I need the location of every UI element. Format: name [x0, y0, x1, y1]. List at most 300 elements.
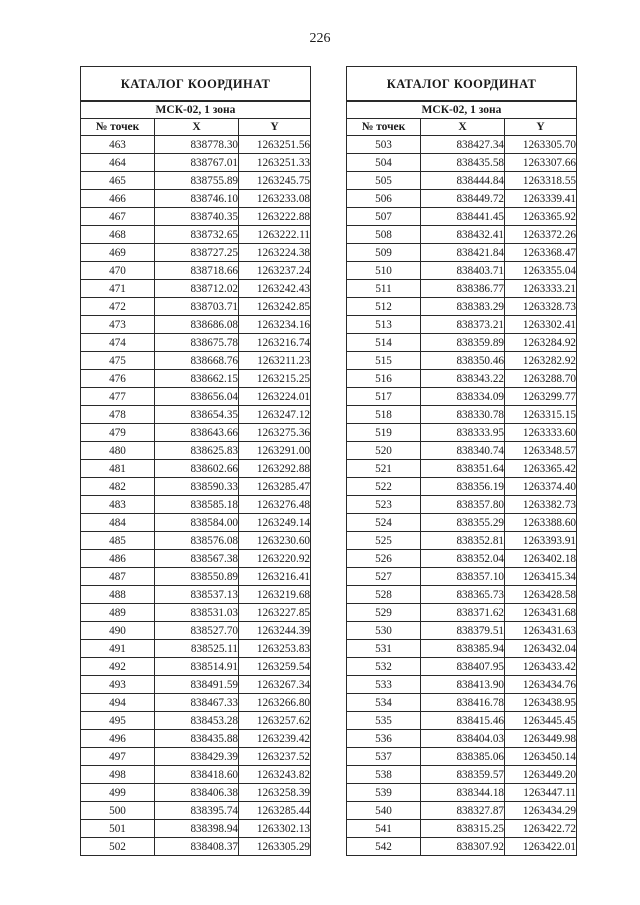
y-coordinate-cell: 1263431.63: [505, 622, 577, 640]
table-row: [81, 838, 311, 856]
table-row: [81, 172, 311, 190]
y-coordinate-cell: 1263222.11: [239, 226, 311, 244]
y-coordinate-cell: 1263291.00: [239, 442, 311, 460]
y-coordinate-cell: 1263388.60: [505, 514, 577, 532]
x-coordinate-cell: 838351.64: [421, 460, 505, 478]
x-coordinate-cell: 838656.04: [155, 388, 239, 406]
x-coordinate-cell: 838668.76: [155, 352, 239, 370]
point-number-cell: 497: [81, 748, 155, 766]
point-number-cell: 511: [347, 280, 421, 298]
point-number-cell: 468: [81, 226, 155, 244]
y-coordinate-cell: 1263284.92: [505, 334, 577, 352]
table-row: [347, 478, 577, 496]
point-number-cell: 469: [81, 244, 155, 262]
table-row: [81, 280, 311, 298]
y-coordinate-cell: 1263266.80: [239, 694, 311, 712]
x-coordinate-cell: 838398.94: [155, 820, 239, 838]
y-coordinate-cell: 1263368.47: [505, 244, 577, 262]
y-coordinate-cell: 1263302.41: [505, 316, 577, 334]
y-coordinate-cell: 1263243.82: [239, 766, 311, 784]
y-coordinate-cell: 1263222.88: [239, 208, 311, 226]
point-number-cell: 514: [347, 334, 421, 352]
y-coordinate-cell: 1263282.92: [505, 352, 577, 370]
y-coordinate-cell: 1263449.98: [505, 730, 577, 748]
x-coordinate-cell: 838675.78: [155, 334, 239, 352]
point-number-cell: 539: [347, 784, 421, 802]
x-coordinate-cell: 838356.19: [421, 478, 505, 496]
point-number-cell: 498: [81, 766, 155, 784]
point-number-cell: 482: [81, 478, 155, 496]
table-row: [347, 262, 577, 280]
coordinate-catalog-table-right: [346, 66, 577, 856]
y-coordinate-cell: 1263239.42: [239, 730, 311, 748]
point-number-cell: 464: [81, 154, 155, 172]
point-number-cell: 541: [347, 820, 421, 838]
x-coordinate-cell: 838365.73: [421, 586, 505, 604]
table-row: [81, 568, 311, 586]
y-coordinate-cell: 1263237.24: [239, 262, 311, 280]
x-coordinate-cell: 838359.57: [421, 766, 505, 784]
catalog-title: КАТАЛОГ КООРДИНАТ: [347, 67, 577, 102]
x-coordinate-cell: 838429.39: [155, 748, 239, 766]
point-number-cell: 499: [81, 784, 155, 802]
point-number-cell: 527: [347, 568, 421, 586]
point-number-cell: 472: [81, 298, 155, 316]
x-coordinate-cell: 838712.02: [155, 280, 239, 298]
y-coordinate-cell: 1263285.47: [239, 478, 311, 496]
point-number-cell: 505: [347, 172, 421, 190]
table-row: [81, 424, 311, 442]
x-coordinate-cell: 838330.78: [421, 406, 505, 424]
x-coordinate-cell: 838531.03: [155, 604, 239, 622]
x-coordinate-cell: 838576.08: [155, 532, 239, 550]
x-coordinate-cell: 838421.84: [421, 244, 505, 262]
y-coordinate-cell: 1263374.40: [505, 478, 577, 496]
point-number-cell: 501: [81, 820, 155, 838]
table-row: [347, 784, 577, 802]
x-coordinate-cell: 838373.21: [421, 316, 505, 334]
column-header-x: X: [155, 119, 239, 136]
x-coordinate-cell: 838654.35: [155, 406, 239, 424]
catalog-subtitle: МСК-02, 1 зона: [347, 101, 577, 119]
x-coordinate-cell: 838590.33: [155, 478, 239, 496]
y-coordinate-cell: 1263372.26: [505, 226, 577, 244]
x-coordinate-cell: 838355.29: [421, 514, 505, 532]
point-number-cell: 519: [347, 424, 421, 442]
table-row: [81, 496, 311, 514]
table-row: [347, 406, 577, 424]
x-coordinate-cell: 838441.45: [421, 208, 505, 226]
point-number-cell: 481: [81, 460, 155, 478]
y-coordinate-cell: 1263276.48: [239, 496, 311, 514]
point-number-cell: 513: [347, 316, 421, 334]
y-coordinate-cell: 1263305.70: [505, 136, 577, 154]
x-coordinate-cell: 838327.87: [421, 802, 505, 820]
y-coordinate-cell: 1263415.34: [505, 568, 577, 586]
table-row: [81, 586, 311, 604]
table-row: [347, 460, 577, 478]
point-number-cell: 529: [347, 604, 421, 622]
point-number-cell: 488: [81, 586, 155, 604]
table-row: [81, 712, 311, 730]
y-coordinate-cell: 1263307.66: [505, 154, 577, 172]
table-row: [81, 676, 311, 694]
x-coordinate-cell: 838352.81: [421, 532, 505, 550]
table-row: [81, 748, 311, 766]
y-coordinate-cell: 1263237.52: [239, 748, 311, 766]
table-row: [81, 784, 311, 802]
point-number-cell: 520: [347, 442, 421, 460]
table-row: [347, 676, 577, 694]
page-number: 226: [309, 31, 331, 46]
y-coordinate-cell: 1263333.21: [505, 280, 577, 298]
y-coordinate-cell: 1263216.74: [239, 334, 311, 352]
table-row: [347, 712, 577, 730]
table-row: [81, 352, 311, 370]
point-number-cell: 536: [347, 730, 421, 748]
y-coordinate-cell: 1263258.39: [239, 784, 311, 802]
y-coordinate-cell: 1263224.01: [239, 388, 311, 406]
table-row: [81, 226, 311, 244]
point-number-cell: 518: [347, 406, 421, 424]
y-coordinate-cell: 1263242.43: [239, 280, 311, 298]
y-coordinate-cell: 1263299.77: [505, 388, 577, 406]
table-row: [81, 244, 311, 262]
table-row: [81, 334, 311, 352]
point-number-cell: 463: [81, 136, 155, 154]
x-coordinate-cell: 838404.03: [421, 730, 505, 748]
y-coordinate-cell: 1263215.25: [239, 370, 311, 388]
x-coordinate-cell: 838567.38: [155, 550, 239, 568]
table-row: [347, 496, 577, 514]
table-row: [81, 154, 311, 172]
x-coordinate-cell: 838371.62: [421, 604, 505, 622]
point-number-cell: 517: [347, 388, 421, 406]
point-number-cell: 490: [81, 622, 155, 640]
y-coordinate-cell: 1263318.55: [505, 172, 577, 190]
point-number-cell: 494: [81, 694, 155, 712]
y-coordinate-cell: 1263245.75: [239, 172, 311, 190]
x-coordinate-cell: 838585.18: [155, 496, 239, 514]
table-row: [347, 820, 577, 838]
table-row: [81, 658, 311, 676]
y-coordinate-cell: 1263365.42: [505, 460, 577, 478]
table-row: [81, 820, 311, 838]
x-coordinate-cell: 838767.01: [155, 154, 239, 172]
y-coordinate-cell: 1263433.42: [505, 658, 577, 676]
x-coordinate-cell: 838625.83: [155, 442, 239, 460]
point-number-cell: 484: [81, 514, 155, 532]
table-row: [81, 406, 311, 424]
x-coordinate-cell: 838344.18: [421, 784, 505, 802]
table-row: [81, 730, 311, 748]
x-coordinate-cell: 838727.25: [155, 244, 239, 262]
table-row: [81, 316, 311, 334]
point-number-cell: 502: [81, 838, 155, 856]
point-number-cell: 508: [347, 226, 421, 244]
x-coordinate-cell: 838643.66: [155, 424, 239, 442]
x-coordinate-cell: 838662.15: [155, 370, 239, 388]
y-coordinate-cell: 1263302.13: [239, 820, 311, 838]
table-row: [81, 388, 311, 406]
y-coordinate-cell: 1263393.91: [505, 532, 577, 550]
x-coordinate-cell: 838527.70: [155, 622, 239, 640]
y-coordinate-cell: 1263230.60: [239, 532, 311, 550]
x-coordinate-cell: 838778.30: [155, 136, 239, 154]
point-number-cell: 485: [81, 532, 155, 550]
point-number-cell: 503: [347, 136, 421, 154]
x-coordinate-cell: 838584.00: [155, 514, 239, 532]
y-coordinate-cell: 1263432.04: [505, 640, 577, 658]
table-row: [347, 748, 577, 766]
point-number-cell: 478: [81, 406, 155, 424]
x-coordinate-cell: 838746.10: [155, 190, 239, 208]
x-coordinate-cell: 838352.04: [421, 550, 505, 568]
point-number-cell: 486: [81, 550, 155, 568]
y-coordinate-cell: 1263234.16: [239, 316, 311, 334]
point-number-cell: 533: [347, 676, 421, 694]
point-number-cell: 507: [347, 208, 421, 226]
x-coordinate-cell: 838383.29: [421, 298, 505, 316]
x-coordinate-cell: 838386.77: [421, 280, 505, 298]
table-row: [347, 550, 577, 568]
y-coordinate-cell: 1263219.68: [239, 586, 311, 604]
x-coordinate-cell: 838416.78: [421, 694, 505, 712]
x-coordinate-cell: 838385.94: [421, 640, 505, 658]
table-row: [81, 136, 311, 154]
table-row: [81, 460, 311, 478]
x-coordinate-cell: 838435.58: [421, 154, 505, 172]
x-coordinate-cell: 838491.59: [155, 676, 239, 694]
table-row: [347, 802, 577, 820]
catalog-body: [81, 136, 311, 856]
y-coordinate-cell: 1263365.92: [505, 208, 577, 226]
table-row: [347, 190, 577, 208]
x-coordinate-cell: 838537.13: [155, 586, 239, 604]
column-header-y: Y: [239, 119, 311, 136]
point-number-cell: 540: [347, 802, 421, 820]
table-row: [347, 424, 577, 442]
point-number-cell: 473: [81, 316, 155, 334]
x-coordinate-cell: 838453.28: [155, 712, 239, 730]
x-coordinate-cell: 838415.46: [421, 712, 505, 730]
point-number-cell: 530: [347, 622, 421, 640]
table-row: [81, 190, 311, 208]
point-number-cell: 521: [347, 460, 421, 478]
point-number-cell: 535: [347, 712, 421, 730]
x-coordinate-cell: 838413.90: [421, 676, 505, 694]
point-number-cell: 542: [347, 838, 421, 856]
x-coordinate-cell: 838359.89: [421, 334, 505, 352]
x-coordinate-cell: 838395.74: [155, 802, 239, 820]
point-number-cell: 522: [347, 478, 421, 496]
y-coordinate-cell: 1263333.60: [505, 424, 577, 442]
x-coordinate-cell: 838718.66: [155, 262, 239, 280]
point-number-cell: 528: [347, 586, 421, 604]
y-coordinate-cell: 1263275.36: [239, 424, 311, 442]
y-coordinate-cell: 1263233.08: [239, 190, 311, 208]
catalog-body: [347, 136, 577, 856]
y-coordinate-cell: 1263402.18: [505, 550, 577, 568]
point-number-cell: 471: [81, 280, 155, 298]
point-number-cell: 475: [81, 352, 155, 370]
x-coordinate-cell: 838602.66: [155, 460, 239, 478]
y-coordinate-cell: 1263242.85: [239, 298, 311, 316]
x-coordinate-cell: 838444.84: [421, 172, 505, 190]
y-coordinate-cell: 1263434.76: [505, 676, 577, 694]
x-coordinate-cell: 838435.88: [155, 730, 239, 748]
point-number-cell: 525: [347, 532, 421, 550]
table-row: [347, 388, 577, 406]
x-coordinate-cell: 838755.89: [155, 172, 239, 190]
table-row: [347, 244, 577, 262]
point-number-cell: 524: [347, 514, 421, 532]
y-coordinate-cell: 1263249.14: [239, 514, 311, 532]
point-number-cell: 477: [81, 388, 155, 406]
table-row: [81, 640, 311, 658]
x-coordinate-cell: 838408.37: [155, 838, 239, 856]
y-coordinate-cell: 1263224.38: [239, 244, 311, 262]
y-coordinate-cell: 1263251.33: [239, 154, 311, 172]
column-header-point-number: № точек: [81, 119, 155, 136]
table-row: [81, 298, 311, 316]
point-number-cell: 500: [81, 802, 155, 820]
table-row: [347, 532, 577, 550]
table-row: [347, 658, 577, 676]
point-number-cell: 526: [347, 550, 421, 568]
point-number-cell: 480: [81, 442, 155, 460]
table-row: [81, 442, 311, 460]
x-coordinate-cell: 838307.92: [421, 838, 505, 856]
y-coordinate-cell: 1263431.68: [505, 604, 577, 622]
table-row: [347, 280, 577, 298]
point-number-cell: 506: [347, 190, 421, 208]
y-coordinate-cell: 1263339.41: [505, 190, 577, 208]
point-number-cell: 516: [347, 370, 421, 388]
y-coordinate-cell: 1263267.34: [239, 676, 311, 694]
table-row: [347, 208, 577, 226]
point-number-cell: 492: [81, 658, 155, 676]
table-row: [81, 802, 311, 820]
coordinate-catalog-table-left: [80, 66, 311, 856]
y-coordinate-cell: 1263244.39: [239, 622, 311, 640]
table-row: [347, 352, 577, 370]
point-number-cell: 537: [347, 748, 421, 766]
y-coordinate-cell: 1263434.29: [505, 802, 577, 820]
table-row: [347, 136, 577, 154]
x-coordinate-cell: 838467.33: [155, 694, 239, 712]
y-coordinate-cell: 1263292.88: [239, 460, 311, 478]
y-coordinate-cell: 1263285.44: [239, 802, 311, 820]
y-coordinate-cell: 1263328.73: [505, 298, 577, 316]
point-number-cell: 531: [347, 640, 421, 658]
x-coordinate-cell: 838525.11: [155, 640, 239, 658]
point-number-cell: 509: [347, 244, 421, 262]
x-coordinate-cell: 838703.71: [155, 298, 239, 316]
y-coordinate-cell: 1263247.12: [239, 406, 311, 424]
point-number-cell: 515: [347, 352, 421, 370]
table-row: [347, 586, 577, 604]
point-number-cell: 470: [81, 262, 155, 280]
point-number-cell: 483: [81, 496, 155, 514]
x-coordinate-cell: 838357.10: [421, 568, 505, 586]
y-coordinate-cell: 1263449.20: [505, 766, 577, 784]
y-coordinate-cell: 1263438.95: [505, 694, 577, 712]
x-coordinate-cell: 838343.22: [421, 370, 505, 388]
point-number-cell: 479: [81, 424, 155, 442]
table-row: [347, 370, 577, 388]
x-coordinate-cell: 838357.80: [421, 496, 505, 514]
y-coordinate-cell: 1263259.54: [239, 658, 311, 676]
table-row: [347, 838, 577, 856]
y-coordinate-cell: 1263211.23: [239, 352, 311, 370]
table-row: [81, 532, 311, 550]
y-coordinate-cell: 1263253.83: [239, 640, 311, 658]
point-number-cell: 489: [81, 604, 155, 622]
x-coordinate-cell: 838334.09: [421, 388, 505, 406]
point-number-cell: 493: [81, 676, 155, 694]
table-row: [81, 514, 311, 532]
point-number-cell: 467: [81, 208, 155, 226]
point-number-cell: 491: [81, 640, 155, 658]
point-number-cell: 504: [347, 154, 421, 172]
point-number-cell: 466: [81, 190, 155, 208]
table-row: [347, 154, 577, 172]
table-row: [81, 478, 311, 496]
x-coordinate-cell: 838379.51: [421, 622, 505, 640]
catalog-title: КАТАЛОГ КООРДИНАТ: [81, 67, 311, 102]
table-row: [81, 622, 311, 640]
point-number-cell: 465: [81, 172, 155, 190]
x-coordinate-cell: 838449.72: [421, 190, 505, 208]
table-row: [347, 694, 577, 712]
y-coordinate-cell: 1263315.15: [505, 406, 577, 424]
x-coordinate-cell: 838550.89: [155, 568, 239, 586]
catalog-subtitle: МСК-02, 1 зона: [81, 101, 311, 119]
table-row: [81, 604, 311, 622]
x-coordinate-cell: 838686.08: [155, 316, 239, 334]
table-row: [81, 766, 311, 784]
point-number-cell: 512: [347, 298, 421, 316]
x-coordinate-cell: 838427.34: [421, 136, 505, 154]
x-coordinate-cell: 838407.95: [421, 658, 505, 676]
point-number-cell: 495: [81, 712, 155, 730]
x-coordinate-cell: 838333.95: [421, 424, 505, 442]
x-coordinate-cell: 838514.91: [155, 658, 239, 676]
table-row: [81, 550, 311, 568]
y-coordinate-cell: 1263450.14: [505, 748, 577, 766]
y-coordinate-cell: 1263422.01: [505, 838, 577, 856]
table-row: [347, 226, 577, 244]
y-coordinate-cell: 1263220.92: [239, 550, 311, 568]
table-row: [347, 640, 577, 658]
table-row: [81, 208, 311, 226]
x-coordinate-cell: 838418.60: [155, 766, 239, 784]
table-row: [347, 298, 577, 316]
y-coordinate-cell: 1263288.70: [505, 370, 577, 388]
table-row: [347, 172, 577, 190]
table-row: [347, 730, 577, 748]
y-coordinate-cell: 1263227.85: [239, 604, 311, 622]
y-coordinate-cell: 1263257.62: [239, 712, 311, 730]
point-number-cell: 523: [347, 496, 421, 514]
table-row: [347, 622, 577, 640]
y-coordinate-cell: 1263428.58: [505, 586, 577, 604]
table-row: [347, 568, 577, 586]
y-coordinate-cell: 1263382.73: [505, 496, 577, 514]
y-coordinate-cell: 1263422.72: [505, 820, 577, 838]
point-number-cell: 534: [347, 694, 421, 712]
